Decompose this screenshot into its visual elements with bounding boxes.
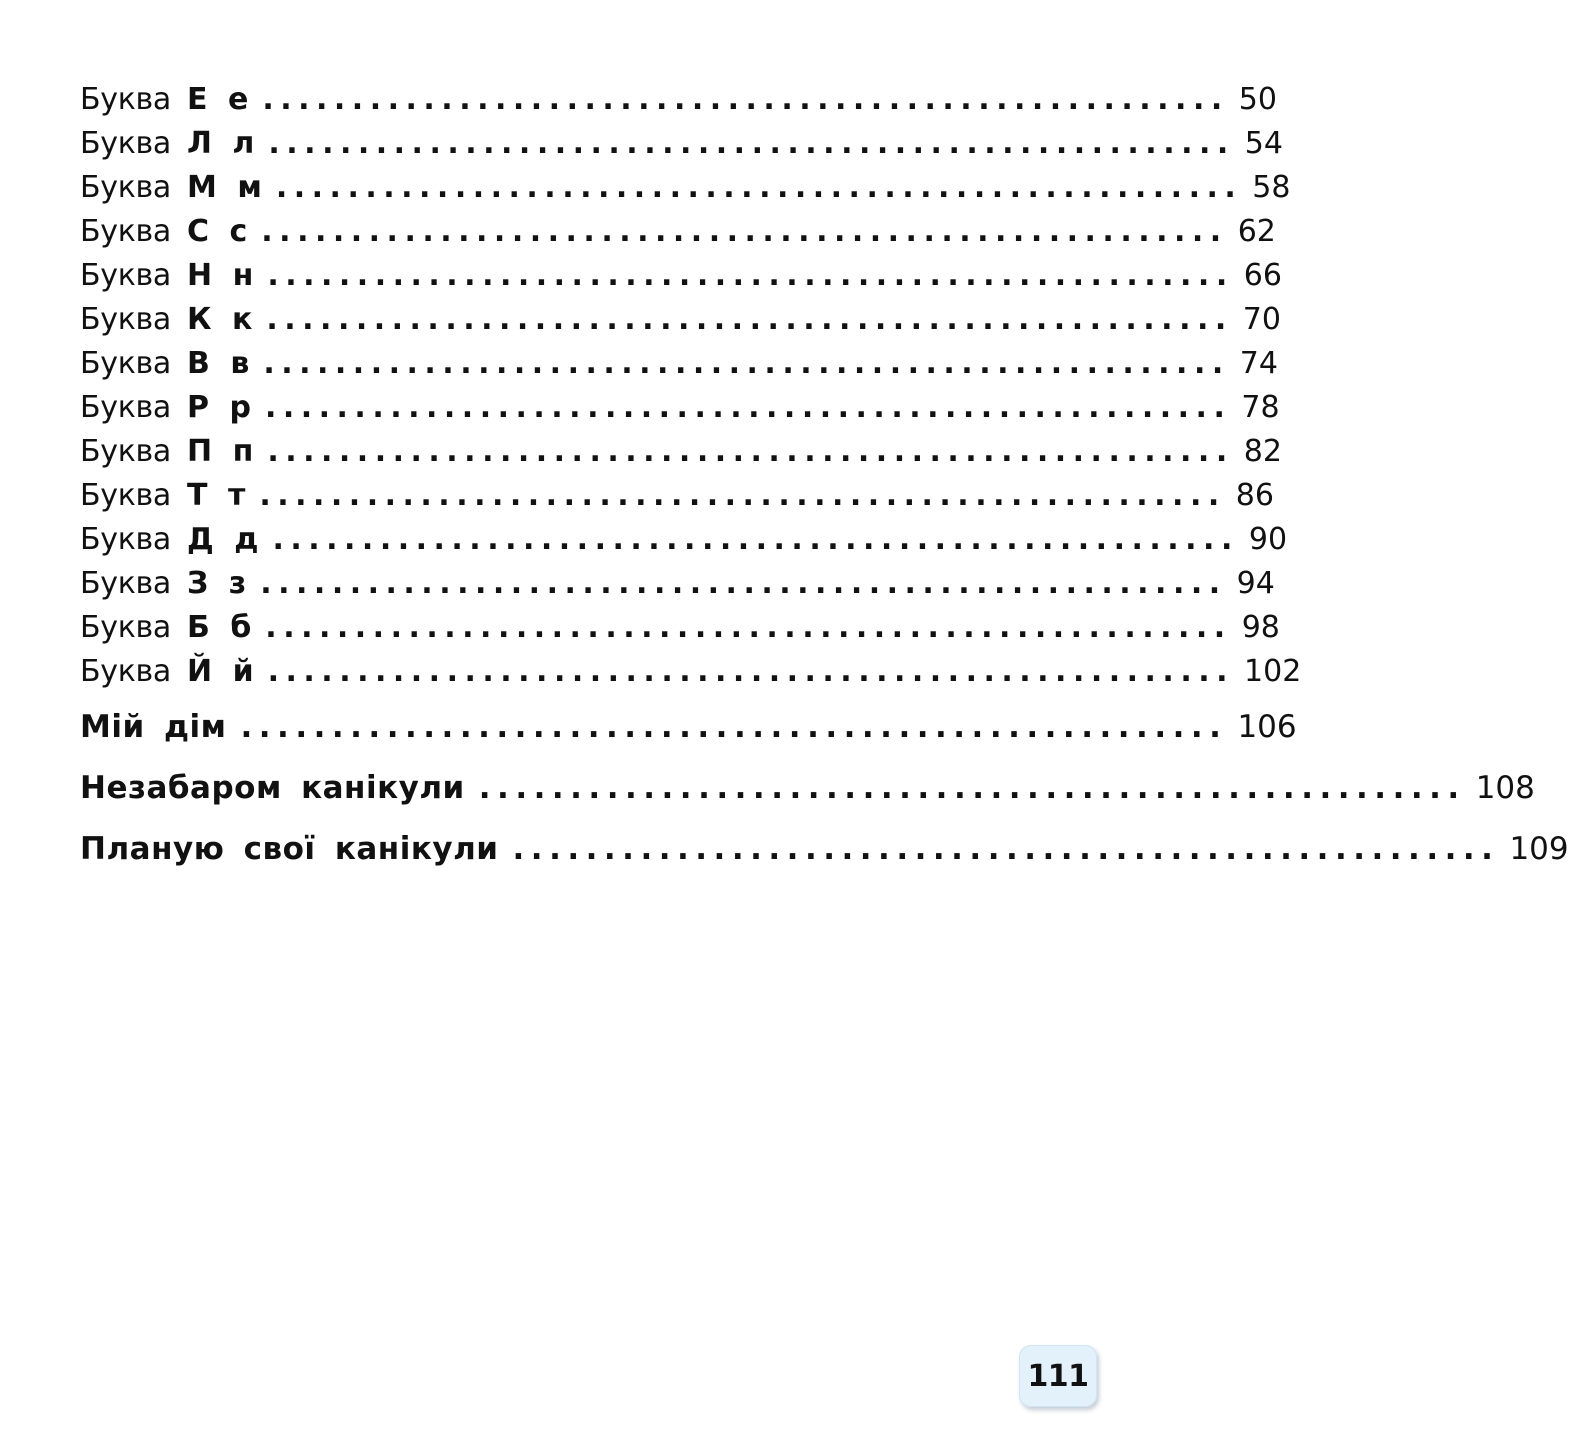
letter-word: Буква [80,214,172,249]
letter-pair: Л л [187,126,255,161]
dot-leader: ...................................................... [478,770,1466,806]
toc-section-entry [80,697,1297,758]
letter-word: Буква [80,522,172,557]
section-title: Планую свої канікули [80,831,499,867]
page-ref: 90 [1248,522,1288,557]
dot-leader: ...................................................... [263,346,1230,381]
letter-pair: М м [187,170,262,205]
page-ref: 106 [1237,709,1297,745]
toc-letter-entry [80,606,1280,650]
dot-leader: ...................................................... [259,478,1226,513]
letter-word: Буква [80,434,172,469]
section-title: Незабаром канікули [80,770,465,806]
dot-leader: ...................................................... [272,522,1239,557]
dot-leader: ...................................................... [265,610,1232,645]
page-ref: 66 [1243,258,1282,293]
page-ref: 78 [1241,390,1280,425]
page-ref: 62 [1237,214,1276,249]
dot-leader: ...................................................... [267,654,1235,689]
page-ref: 94 [1236,566,1275,601]
toc-letter-entry [80,254,1282,298]
toc-letter-entry [80,430,1282,474]
letter-word: Буква [80,654,172,689]
letter-word: Буква [80,258,172,293]
letter-pair: Й й [187,654,254,689]
toc-letter-entry [80,562,1275,606]
letter-pair: З з [187,566,247,601]
page-ref: 102 [1244,654,1302,689]
toc-section-entry [80,758,1535,819]
table-of-contents [80,78,1569,880]
page-ref: 58 [1252,170,1291,205]
dot-leader: ...................................................... [267,434,1234,469]
letter-word: Буква [80,610,172,645]
page-ref: 70 [1242,302,1281,337]
dot-leader: ...................................................... [264,390,1232,425]
page-ref: 86 [1235,478,1274,513]
dot-leader: ...................................................... [267,258,1234,293]
letter-word: Буква [80,390,172,425]
letter-word: Буква [80,82,172,117]
page-ref: 108 [1475,770,1535,806]
toc-letter-entry [80,474,1274,518]
toc-letter-entry [80,342,1278,386]
letter-word: Буква [80,566,172,601]
page-ref: 50 [1238,82,1277,117]
letter-word: Буква [80,126,172,161]
dot-leader: ...................................................... [275,170,1243,205]
letter-pair: Т т [187,478,246,513]
dot-leader: ...................................................... [240,709,1228,745]
letter-word: Буква [80,346,172,381]
dot-leader: ...................................................... [268,126,1235,161]
toc-letter-entry [80,210,1276,254]
letter-word: Буква [80,170,172,205]
page-number-badge: 111 [1019,1345,1097,1407]
toc-letter-entry [80,78,1277,122]
letter-word: Буква [80,478,172,513]
toc-letter-entry [80,518,1288,562]
letter-pair: С с [187,214,248,249]
page-ref: 54 [1244,126,1283,161]
letter-pair: Б б [187,610,252,645]
letter-entries [80,78,1302,694]
page-ref: 82 [1243,434,1282,469]
letter-pair: Д д [187,522,259,557]
dot-leader: ...................................................... [262,82,1229,117]
page-ref: 74 [1239,346,1278,381]
letter-pair: В в [187,346,250,381]
toc-section-entry [80,819,1569,880]
dot-leader: ...................................................... [260,566,1227,601]
letter-pair: Е е [187,82,249,117]
page-ref: 98 [1241,610,1280,645]
letter-word: Буква [80,302,172,337]
section-entries [80,697,1569,880]
toc-letter-entry [80,122,1283,166]
page-ref: 109 [1509,831,1569,867]
letter-pair: К к [187,302,253,337]
dot-leader: ...................................................... [266,302,1233,337]
section-title: Мій дім [80,709,227,745]
toc-letter-entry [80,650,1302,694]
toc-letter-entry [80,298,1281,342]
letter-pair: Н н [187,258,254,293]
toc-letter-entry [80,386,1280,430]
dot-leader: ...................................................... [261,214,1228,249]
letter-pair: П п [187,434,254,469]
toc-letter-entry [80,166,1291,210]
letter-pair: Р р [187,390,251,425]
dot-leader: ...................................................... [512,831,1500,867]
